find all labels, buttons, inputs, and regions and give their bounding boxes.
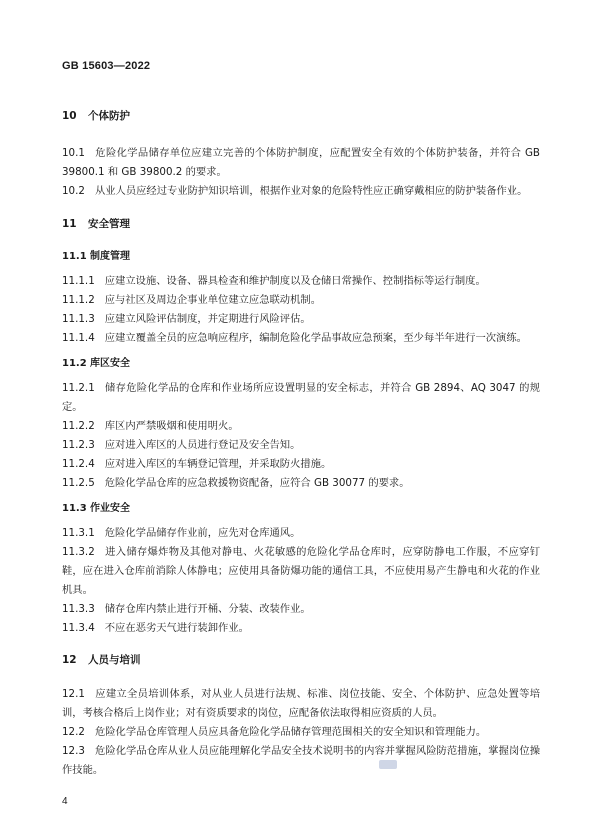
clause-text: 应建立设施、设备、器具检查和维护制度以及仓储日常操作、控制指标等运行制度。	[104, 275, 486, 287]
clause-11-2-1	[62, 379, 540, 417]
clause-11-1-2	[62, 291, 540, 310]
clause-12-2	[62, 723, 540, 742]
clause-text: 应建立覆盖全员的应急响应程序，编制危险化学品事故应急预案，至少每半年进行一次演练。	[104, 332, 527, 344]
clause-text: 应对进入库区的车辆登记管理，并采取防火措施。	[104, 458, 332, 470]
clause-11-2-3	[62, 436, 540, 455]
standard-number-header: GB 15603—2022	[62, 60, 151, 72]
clause-number: 11.3.1	[62, 527, 95, 539]
clause-number: 11.1.3	[62, 313, 95, 325]
watermark-stamp	[379, 760, 397, 769]
clause-11-1-4	[62, 329, 540, 348]
section-11-heading	[62, 216, 540, 231]
section-10-heading	[62, 108, 540, 123]
clause-11-3-4	[62, 619, 540, 638]
paragraph-10-2	[62, 182, 540, 201]
subsection-11-1-heading	[62, 247, 540, 262]
clause-number: 12.2	[62, 726, 85, 738]
clause-11-3-3	[62, 600, 540, 619]
section-number: 12	[62, 654, 77, 666]
clause-text: 危险化学品仓库管理人员应具备危险化学品储存管理范围相关的安全知识和管理能力。	[94, 726, 487, 738]
clause-11-1-3	[62, 310, 540, 329]
section-number: 10	[62, 110, 77, 122]
clause-number: 10.2	[62, 185, 85, 197]
subsection-number: 11.3	[62, 503, 87, 514]
clause-text: 危险化学品储存作业前，应先对仓库通风。	[104, 527, 301, 539]
clause-11-1-1	[62, 272, 540, 291]
section-12-heading	[62, 652, 540, 667]
document-body	[62, 108, 540, 780]
section-title: 人员与培训	[88, 654, 141, 666]
paragraph-10-1	[62, 144, 540, 182]
section-title: 个体防护	[88, 110, 130, 122]
clause-11-2-5	[62, 474, 540, 493]
clause-number: 11.3.3	[62, 603, 95, 615]
clause-text: 从业人员应经过专业防护知识培训，根据作业对象的危险特性应正确穿戴相应的防护装备作业。	[94, 185, 528, 197]
clause-12-1	[62, 685, 540, 723]
clause-11-2-4	[62, 455, 540, 474]
page-number: 4	[62, 796, 68, 807]
clause-11-3-1	[62, 524, 540, 543]
subsection-number: 11.2	[62, 358, 87, 369]
subsection-11-2-heading	[62, 354, 540, 369]
clause-number: 12.1	[62, 688, 85, 700]
clause-text: 危险化学品储存单位应建立完善的个体防护制度，应配置安全有效的个体防护装备，并符合 GB 39800.1 和 GB 39800.2 的要求。	[62, 147, 540, 178]
clause-11-2-2	[62, 417, 540, 436]
clause-number: 11.2.2	[62, 420, 95, 432]
clause-12-3	[62, 742, 540, 780]
clause-text: 储存危险化学品的仓库和作业场所应设置明显的安全标志，并符合 GB 2894、AQ 3047 的规定。	[62, 382, 540, 413]
clause-text: 进入储存爆炸物及其他对静电、火花敏感的危险化学品仓库时，应穿防静电工作服，不应穿钉鞋，应在进入仓库前消除人体静电；应使用具备防爆功能的通信工具，不应使用易产生静电和火花的作业机具。	[62, 546, 540, 596]
clause-number: 11.1.1	[62, 275, 95, 287]
subsection-number: 11.1	[62, 251, 87, 262]
subsection-11-3-heading	[62, 499, 540, 514]
subsection-title: 制度管理	[90, 251, 130, 262]
clause-number: 11.2.4	[62, 458, 95, 470]
clause-number: 11.1.4	[62, 332, 95, 344]
clause-text: 储存仓库内禁止进行开桶、分装、改装作业。	[104, 603, 311, 615]
clause-11-3-2	[62, 543, 540, 600]
clause-number: 11.2.5	[62, 477, 95, 489]
subsection-title: 作业安全	[90, 503, 130, 514]
clause-text: 应对进入库区的人员进行登记及安全告知。	[104, 439, 301, 451]
section-number: 11	[62, 218, 77, 230]
clause-text: 库区内严禁吸烟和使用明火。	[104, 420, 239, 432]
clause-text: 应建立风险评估制度，并定期进行风险评估。	[104, 313, 311, 325]
clause-number: 11.3.4	[62, 622, 95, 634]
clause-text: 危险化学品仓库的应急救援物资配备，应符合 GB 30077 的要求。	[104, 477, 410, 489]
clause-number: 11.1.2	[62, 294, 95, 306]
subsection-title: 库区安全	[90, 358, 130, 369]
clause-number: 11.2.3	[62, 439, 95, 451]
section-title: 安全管理	[88, 218, 130, 230]
clause-text: 危险化学品仓库从业人员应能理解化学品安全技术说明书的内容并掌握风险防范措施，掌握岗位操作技能。	[62, 745, 540, 776]
clause-number: 10.1	[62, 147, 85, 159]
clause-text: 应建立全员培训体系，对从业人员进行法规、标准、岗位技能、安全、个体防护、应急处置等培训，考核合格后上岗作业；对有资质要求的岗位，应配备依法取得相应资质的人员。	[62, 688, 540, 719]
clause-text: 不应在恶劣天气进行装卸作业。	[104, 622, 249, 634]
clause-number: 11.2.1	[62, 382, 95, 394]
clause-text: 应与社区及周边企事业单位建立应急联动机制。	[104, 294, 321, 306]
clause-number: 12.3	[62, 745, 85, 757]
clause-number: 11.3.2	[62, 546, 95, 558]
